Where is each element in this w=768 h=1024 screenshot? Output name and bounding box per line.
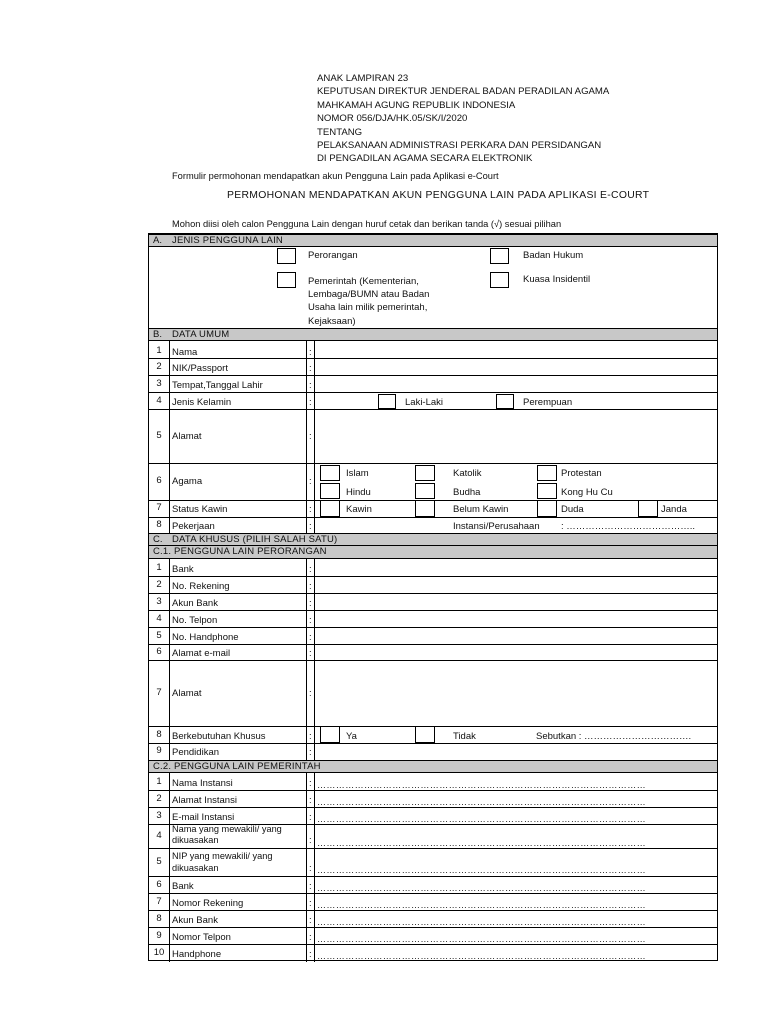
checkbox-pemerintah[interactable]: [277, 272, 296, 288]
field-label: Akun Bank: [172, 915, 218, 926]
colon: :: [309, 932, 312, 943]
colon: :: [309, 476, 312, 487]
section-code: C.: [153, 534, 163, 545]
colon: :: [309, 598, 312, 609]
row-divider: [149, 463, 717, 464]
option-label: Katolik: [453, 468, 482, 479]
section-c-header: [149, 533, 717, 546]
row-number: 4: [156, 395, 162, 406]
colon: :: [309, 397, 312, 408]
colon: :: [309, 632, 312, 643]
checkbox-hindu[interactable]: [320, 483, 340, 499]
option-label: Perorangan: [308, 250, 358, 261]
checkbox-tidak[interactable]: [415, 726, 435, 743]
colon: :: [309, 898, 312, 909]
row-number: 6: [156, 475, 162, 486]
fill-dots: ……………………………………………………………………………………………: [317, 865, 646, 875]
checkbox-belum-kawin[interactable]: [415, 500, 435, 517]
row-number: 1: [156, 345, 162, 356]
section-code: A.: [153, 235, 162, 246]
row-number: 4: [156, 830, 162, 841]
colon: :: [309, 747, 312, 758]
colon: :: [309, 731, 312, 742]
colon: :: [309, 581, 312, 592]
row-number: 8: [156, 729, 162, 740]
column-divider: [306, 773, 307, 962]
column-divider: [169, 773, 170, 962]
field-label: NIP yang mewakili/ yang dikuasakan: [172, 851, 273, 873]
row-divider: [149, 743, 717, 744]
field-label: Tempat,Tanggal Lahir: [172, 380, 263, 391]
option-label: Laki-Laki: [405, 397, 444, 408]
field-label: Nama: [172, 347, 198, 358]
field-label: Nama yang mewakili/ yang dikuasakan: [172, 824, 282, 845]
fill-dots: ……………………………………………………………………………………………: [317, 838, 646, 848]
colon: :: [309, 521, 312, 532]
form-title: PERMOHONAN MENDAPATKAN AKUN PENGGUNA LAIN PADA APLIKASI E-COURT: [227, 190, 650, 201]
colon: :: [309, 648, 312, 659]
field-label: NIK/Passport: [172, 363, 228, 374]
colon: :: [309, 504, 312, 515]
row-number: 3: [156, 596, 162, 607]
row-divider: [149, 392, 717, 393]
header-line: NOMOR 056/DJA/HK.05/SK/I/2020: [317, 113, 468, 125]
colon: :: [309, 564, 312, 575]
row-number: 1: [156, 562, 162, 573]
header-line: ANAK LAMPIRAN 23: [317, 73, 409, 84]
row-number: 2: [156, 793, 162, 804]
checkbox-janda[interactable]: [638, 500, 658, 517]
colon: :: [309, 949, 312, 960]
option-label: Pemerintah (Kementerian, Lembaga/BUMN atau Badan Usaha lain milik pemerintah, Kejaksaan): [308, 276, 430, 327]
checkbox-duda[interactable]: [537, 500, 557, 517]
fill-dots: ……………………………………………………………………………………………: [317, 780, 646, 790]
section-c2-header: [149, 760, 717, 773]
form-note: Formulir permohonan mendapatkan akun Pengguna Lain pada Aplikasi e-Court: [172, 171, 499, 181]
option-label: Janda: [661, 504, 687, 515]
colon: :: [309, 363, 312, 374]
field-label: Bank: [172, 881, 194, 892]
row-number: 6: [156, 879, 162, 890]
checkbox-islam[interactable]: [320, 465, 340, 481]
row-number: 10: [153, 947, 165, 958]
field-label: Alamat e-mail: [172, 648, 231, 659]
option-label: Hindu: [346, 487, 371, 498]
checkbox-male[interactable]: [378, 394, 396, 409]
option-label: Ya: [346, 731, 357, 742]
column-divider: [314, 773, 315, 962]
colon: :: [309, 915, 312, 926]
header-line: DI PENGADILAN AGAMA SECARA ELEKTRONIK: [317, 153, 533, 165]
field-label: Status Kawin: [172, 504, 228, 515]
checkbox-konghucu[interactable]: [537, 483, 557, 499]
row-number: 7: [156, 896, 162, 907]
row-number: 9: [156, 930, 162, 941]
colon: :: [309, 778, 312, 789]
row-number: 5: [156, 430, 162, 441]
field-label: Nama Instansi: [172, 778, 233, 789]
row-divider: [149, 876, 717, 877]
option-label: Kong Hu Cu: [561, 487, 613, 498]
section-title: C.1. PENGGUNA LAIN PERORANGAN: [153, 546, 327, 557]
fill-dots: ……………………………………………………………………………………………: [317, 814, 646, 824]
fill-dots: ……………………………………………………………………………………………: [317, 883, 646, 893]
row-number: 8: [156, 519, 162, 530]
option-label: Tidak: [453, 731, 476, 742]
field-label: Nomor Rekening: [172, 898, 244, 909]
row-number: 2: [156, 361, 162, 372]
row-divider: [149, 644, 717, 645]
field-label: No. Telpon: [172, 615, 218, 626]
row-divider: [149, 610, 717, 611]
row-divider: [149, 409, 717, 410]
field-label: Alamat: [172, 431, 202, 442]
colon: :: [309, 881, 312, 892]
option-label: Budha: [453, 487, 481, 498]
header-line: KEPUTUSAN DIREKTUR JENDERAL BADAN PERADILAN AGAMA: [317, 86, 610, 98]
section-c1-header: [149, 546, 717, 559]
fill-dots: ……………………………………………………………………………………………: [317, 951, 646, 961]
checkbox-kuasa-insidentil[interactable]: [490, 272, 509, 288]
row-number: 7: [156, 502, 162, 513]
row-number: 7: [156, 687, 162, 698]
row-number: 3: [156, 810, 162, 821]
field-label: Pendidikan: [172, 747, 220, 758]
row-number: 2: [156, 579, 162, 590]
checkbox-kawin[interactable]: [320, 500, 340, 517]
colon: :: [309, 863, 312, 874]
checkbox-perorangan[interactable]: [277, 248, 296, 264]
section-b-header: [149, 328, 717, 341]
field-label: Bank: [172, 564, 194, 575]
option-label: Islam: [346, 468, 369, 479]
fill-dots: ……………………………………………………………………………………………: [317, 934, 646, 944]
checkbox-katolik[interactable]: [415, 465, 435, 481]
row-number: 6: [156, 646, 162, 657]
checkbox-badan-hukum[interactable]: [490, 248, 509, 264]
checkbox-ya[interactable]: [320, 726, 340, 743]
row-number: 3: [156, 378, 162, 389]
header-line: PELAKSANAAN ADMINISTRASI PERKARA DAN PERSIDANGAN: [317, 140, 602, 152]
field-label: E-mail Instansi: [172, 812, 235, 823]
header-line: MAHKAMAH AGUNG REPUBLIK INDONESIA: [317, 99, 516, 111]
colon: :: [309, 431, 312, 442]
row-divider: [149, 660, 717, 661]
row-divider: [149, 358, 717, 359]
colon: :: [309, 795, 312, 806]
row-divider: [149, 576, 717, 577]
field-label: Jenis Kelamin: [172, 397, 232, 408]
field-label: Akun Bank: [172, 598, 218, 609]
sebutkan-field: Sebutkan : …………………………….: [536, 731, 692, 742]
field-label: Berkebutuhan Khusus: [172, 731, 266, 742]
field-label: Agama: [172, 476, 203, 487]
option-label: Duda: [561, 504, 584, 515]
colon: :: [309, 615, 312, 626]
form-instruction: Mohon diisi oleh calon Pengguna Lain dengan huruf cetak dan berikan tanda (√) sesuai pilihan: [172, 219, 562, 229]
column-divider: [306, 341, 307, 533]
row-number: 9: [156, 745, 162, 756]
field-label: Pekerjaan: [172, 521, 215, 532]
field-label: No. Rekening: [172, 581, 230, 592]
section-title: JENIS PENGGUNA LAIN: [172, 235, 283, 246]
option-label: Kawin: [346, 504, 372, 515]
section-title: DATA UMUM: [172, 329, 230, 340]
column-divider: [314, 341, 315, 533]
colon: :: [309, 835, 312, 846]
colon: :: [309, 688, 312, 699]
option-label: Badan Hukum: [523, 250, 584, 261]
row-number: 5: [156, 856, 162, 867]
section-a-header: [149, 234, 717, 247]
row-number: 4: [156, 613, 162, 624]
checkbox-budha[interactable]: [415, 483, 435, 499]
section-code: B.: [153, 329, 162, 340]
field-label: Nomor Telpon: [172, 932, 231, 943]
option-label: Kuasa Insidentil: [523, 274, 591, 285]
colon: :: [309, 380, 312, 391]
instansi-value: : …………………………………..: [561, 521, 696, 532]
header-line: TENTANG: [317, 126, 363, 138]
field-label: Handphone: [172, 949, 222, 960]
option-label: Protestan: [561, 468, 602, 479]
colon: :: [309, 347, 312, 358]
checkbox-protestan[interactable]: [537, 465, 557, 481]
row-number: 5: [156, 630, 162, 641]
field-label: Alamat: [172, 688, 202, 699]
row-divider: [149, 517, 717, 518]
document-header: [317, 72, 609, 166]
section-title: C.2. PENGGUNA LAIN PEMERINTAH: [153, 761, 321, 772]
checkbox-female[interactable]: [496, 394, 514, 409]
fill-dots: ……………………………………………………………………………………………: [317, 900, 646, 910]
colon: :: [309, 812, 312, 823]
application-form: [148, 233, 718, 961]
row-divider: [149, 593, 717, 594]
row-divider: [149, 375, 717, 376]
field-label: No. Handphone: [172, 632, 239, 643]
option-label: Belum Kawin: [453, 504, 509, 515]
row-divider: [149, 627, 717, 628]
column-divider: [169, 341, 170, 533]
option-label: Perempuan: [523, 397, 573, 408]
field-label: Alamat Instansi: [172, 795, 237, 806]
section-title: DATA KHUSUS (PILIH SALAH SATU): [172, 534, 338, 545]
row-number: 1: [156, 776, 162, 787]
fill-dots: ……………………………………………………………………………………………: [317, 917, 646, 927]
fill-dots: ……………………………………………………………………………………………: [317, 797, 646, 807]
instansi-label: Instansi/Perusahaan: [453, 521, 540, 532]
row-number: 8: [156, 913, 162, 924]
